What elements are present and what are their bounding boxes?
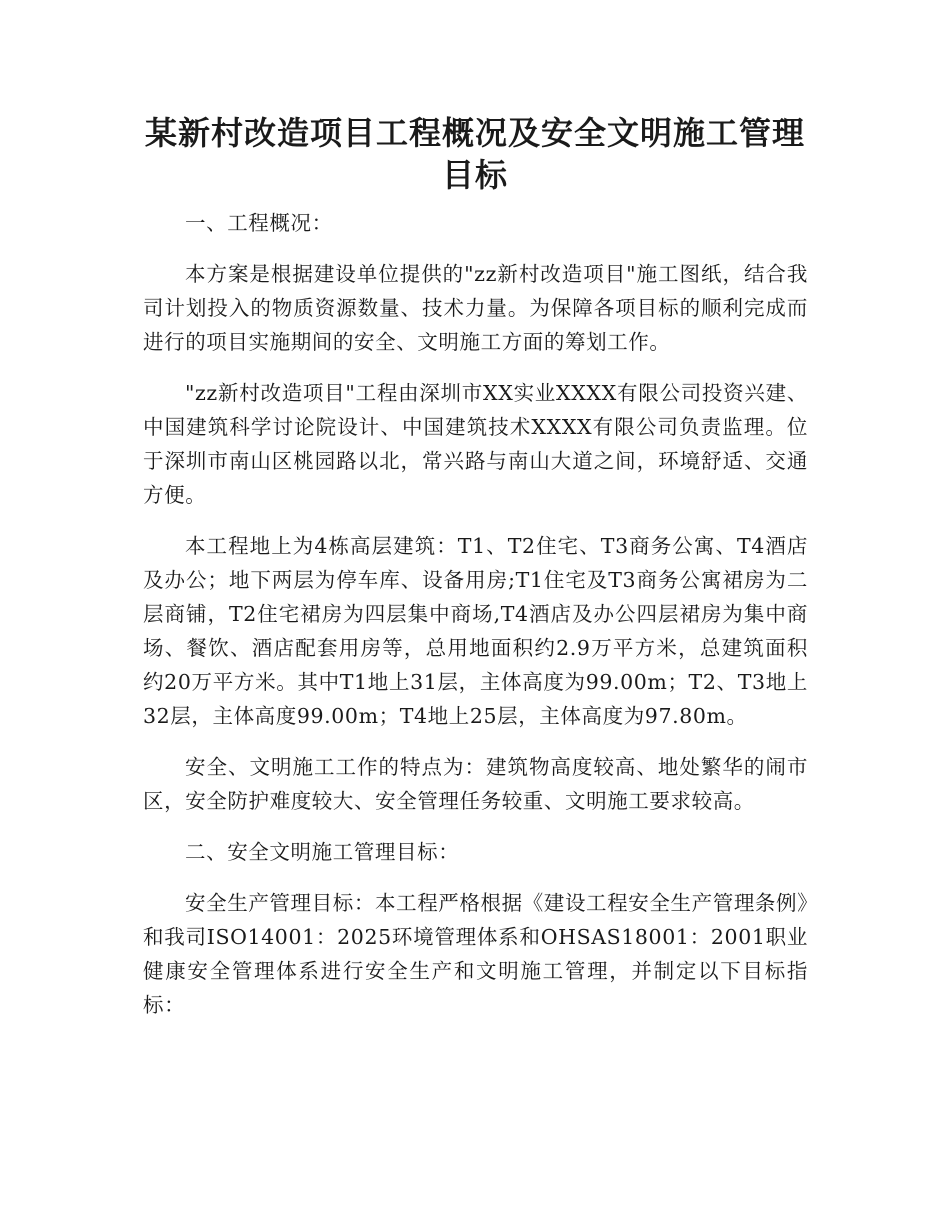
paragraph-safety-goals: 安全生产管理目标：本工程严格根据《建设工程安全生产管理条例》和我司ISO14001：2025环境管理体系和OHSAS18001：2001职业健康安全管理体系进行安全生产和文明施工管理，并制定以下目标指标：	[143, 891, 808, 1017]
paragraph-building-details: 本工程地上为4栋高层建筑：T1、T2住宅、T3商务公寓、T4酒店及办公；地下两层为停车库、设备用房;T1住宅及T3商务公寓裙房为二层商铺，T2住宅裙房为四层集中商场,T4酒店及办公四层裙房为集中商场、餐饮、酒店配套用房等，总用地面积约2.9万平方米，总建筑面积约20万平方米。其中T1地上31层，主体高度为99.00m；T2、T3地上32层，主体高度99.00m；T4地上25层，主体高度为97.80m。	[143, 534, 808, 728]
paragraph-project-parties: "zz新村改造项目"工程由深圳市XX实业XXXX有限公司投资兴建、中国建筑科学讨论院设计、中国建筑技术XXXX有限公司负责监理。位于深圳市南山区桃园路以北，常兴路与南山大道之间，环境舒适、交通方便。	[143, 381, 808, 507]
paragraph-safety-characteristics: 安全、文明施工工作的特点为：建筑物高度较高、地处繁华的闹市区，安全防护难度较大、安全管理任务较重、文明施工要求较高。	[143, 755, 808, 813]
document-body	[143, 206, 808, 1039]
paragraph-scheme-basis: 本方案是根据建设单位提供的"zz新村改造项目"施工图纸，结合我司计划投入的物质资源数量、技术力量。为保障各项目标的顺利完成而进行的项目实施期间的安全、文明施工方面的筹划工作。	[143, 262, 808, 354]
section-heading-management-goals: 二、安全文明施工管理目标：	[185, 840, 460, 864]
document-title: 某新村改造项目工程概况及安全文明施工管理目标	[144, 114, 805, 194]
section-heading-overview: 一、工程概况：	[185, 211, 333, 235]
